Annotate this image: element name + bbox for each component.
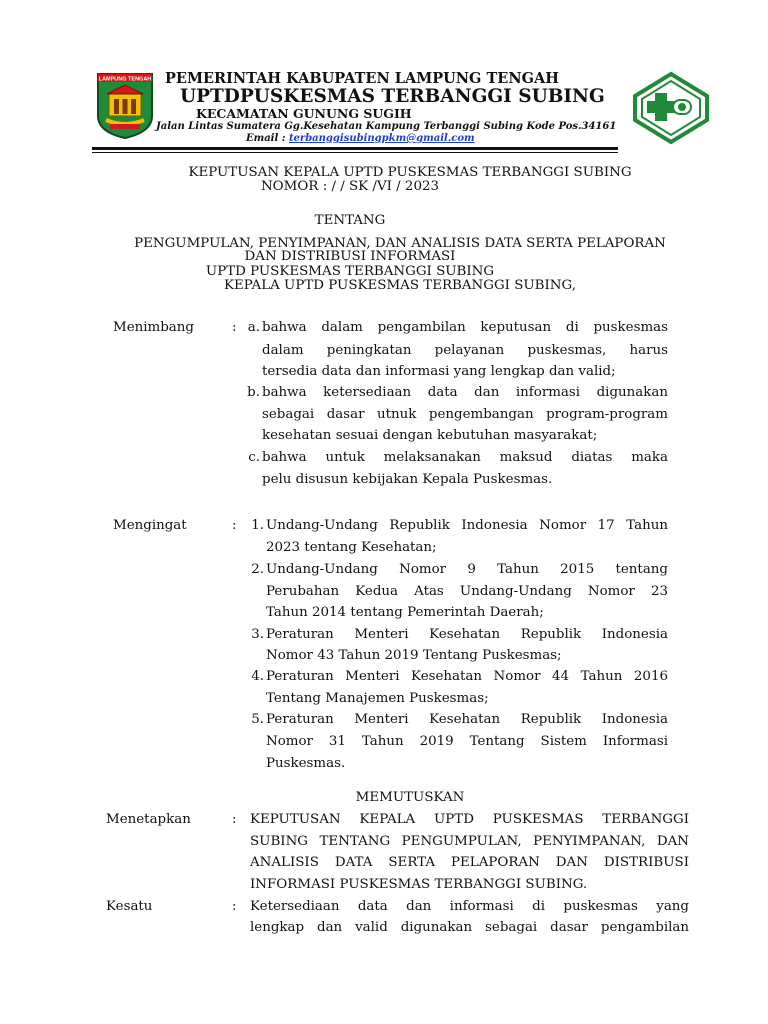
menimbang-label: Menimbang (113, 320, 194, 335)
mengingat-2-line-1: Undang-Undang Nomor 9 Tahun 2015 tentang (266, 562, 668, 577)
mengingat-4-line-1: Peraturan Menteri Kesehatan Nomor 44 Tahun 2016 (266, 669, 668, 684)
kesatu-line-1: Ketersediaan data dan informasi di puskesmas yang (250, 899, 689, 914)
kesatu-label: Kesatu (106, 899, 153, 914)
mengingat-4-line-2: Tentang Manajemen Puskesmas; (266, 691, 489, 706)
menetapkan-label: Menetapkan (106, 812, 191, 827)
menimbang-mark-c: c. (248, 450, 260, 465)
menetapkan-line-2: SUBING TENTANG PENGUMPULAN, PENYIMPANAN, DAN (250, 834, 689, 849)
subject-line-2: DAN DISTRIBUSI INFORMASI (244, 249, 456, 264)
mengingat-5-line-3: Puskesmas. (266, 756, 346, 771)
menimbang-c-line-2: pelu disusun kebijakan Kepala Puskesmas. (262, 472, 553, 487)
menimbang-b-line-2: sebagai dasar utnuk pengembangan program-program (262, 407, 668, 422)
kesatu-line-2: lengkap dan valid digunakan sebagai dasar pengambilan (250, 920, 689, 935)
mengingat-mark-1: 1. (251, 518, 264, 533)
email-line (246, 133, 475, 144)
address: Jalan Lintas Sumatera Gg.Kesehatan Kampung Terbanggi Subing Kode Pos.34161 (156, 121, 617, 132)
email-link[interactable]: terbanggisubingpkm@gmail.com (288, 133, 475, 144)
menimbang-mark-b: b. (247, 385, 260, 400)
mengingat-mark-4: 4. (251, 669, 264, 684)
kesatu-colon: : (232, 899, 237, 914)
mengingat-5-line-2: Nomor 31 Tahun 2019 Tentang Sistem Informasi (266, 734, 668, 749)
menimbang-a-line-1: bahwa dalam pengambilan keputusan di puskesmas (262, 320, 668, 335)
mengingat-2-line-3: Tahun 2014 tentang Pemerintah Daerah; (266, 605, 544, 620)
menimbang-mark-a: a. (247, 320, 260, 335)
government-name: PEMERINTAH KABUPATEN LAMPUNG TENGAH (165, 70, 559, 87)
mengingat-2-line-2: Perubahan Kedua Atas Undang-Undang Nomor 23 (266, 584, 668, 599)
menetapkan-line-1: KEPUTUSAN KEPALA UPTD PUSKESMAS TERBANGGI (250, 812, 689, 827)
subject-line-1: PENGUMPULAN, PENYIMPANAN, DAN ANALISIS DATA SERTA PELAPORAN (134, 236, 666, 251)
mengingat-5-line-1: Peraturan Menteri Kesehatan Republik Indonesia (266, 712, 668, 727)
district-name: KECAMATAN GUNUNG SUGIH (196, 106, 412, 121)
menetapkan-line-4: INFORMASI PUSKESMAS TERBANGGI SUBING. (250, 877, 588, 892)
mengingat-label: Mengingat (113, 518, 187, 533)
subject-line-4: KEPALA UPTD PUSKESMAS TERBANGGI SUBING, (224, 278, 576, 293)
institution-name: UPTDPUSKESMAS TERBANGGI SUBING (180, 86, 605, 107)
decree-number: NOMOR : / / SK /VI / 2023 (260, 179, 440, 194)
header-rule-thin (92, 152, 618, 153)
menimbang-c-line-1: bahwa untuk melaksanakan maksud diatas maka (262, 450, 668, 465)
mengingat-1-line-2: 2023 tentang Kesehatan; (266, 540, 437, 555)
menimbang-colon: : (232, 320, 237, 335)
mengingat-mark-2: 2. (251, 562, 264, 577)
mengingat-3-line-1: Peraturan Menteri Kesehatan Republik Indonesia (266, 627, 668, 642)
decree-title: KEPUTUSAN KEPALA UPTD PUSKESMAS TERBANGGI SUBING (188, 165, 632, 180)
mengingat-1-line-1: Undang-Undang Republik Indonesia Nomor 17 Tahun (266, 518, 668, 533)
header-rule-thick (92, 147, 618, 150)
memutuskan-heading: MEMUTUSKAN (355, 790, 465, 805)
mengingat-3-line-2: Nomor 43 Tahun 2019 Tentang Puskesmas; (266, 648, 562, 663)
puskesmas-logo (632, 72, 710, 144)
menetapkan-colon: : (232, 812, 237, 827)
about-heading: TENTANG (314, 213, 386, 228)
subject-line-3: UPTD PUSKESMAS TERBANGGI SUBING (205, 264, 495, 279)
menimbang-a-line-2: dalam peningkatan pelayanan puskesmas, harus (262, 343, 668, 358)
menimbang-b-line-3: kesehatan sesuai dengan kebutuhan masyarakat; (262, 428, 598, 443)
mengingat-mark-5: 5. (251, 712, 264, 727)
regency-logo (96, 72, 154, 140)
mengingat-mark-3: 3. (251, 627, 264, 642)
mengingat-colon: : (232, 518, 237, 533)
menimbang-b-line-1: bahwa ketersediaan data dan informasi digunakan (262, 385, 668, 400)
menetapkan-line-3: ANALISIS DATA SERTA PELAPORAN DAN DISTRIBUSI (250, 855, 689, 870)
menimbang-a-line-3: tersedia data dan informasi yang lengkap dan valid; (262, 364, 616, 379)
regency-logo-text: LAMPUNG TENGAH (98, 76, 152, 83)
email-label: Email : (246, 133, 286, 144)
